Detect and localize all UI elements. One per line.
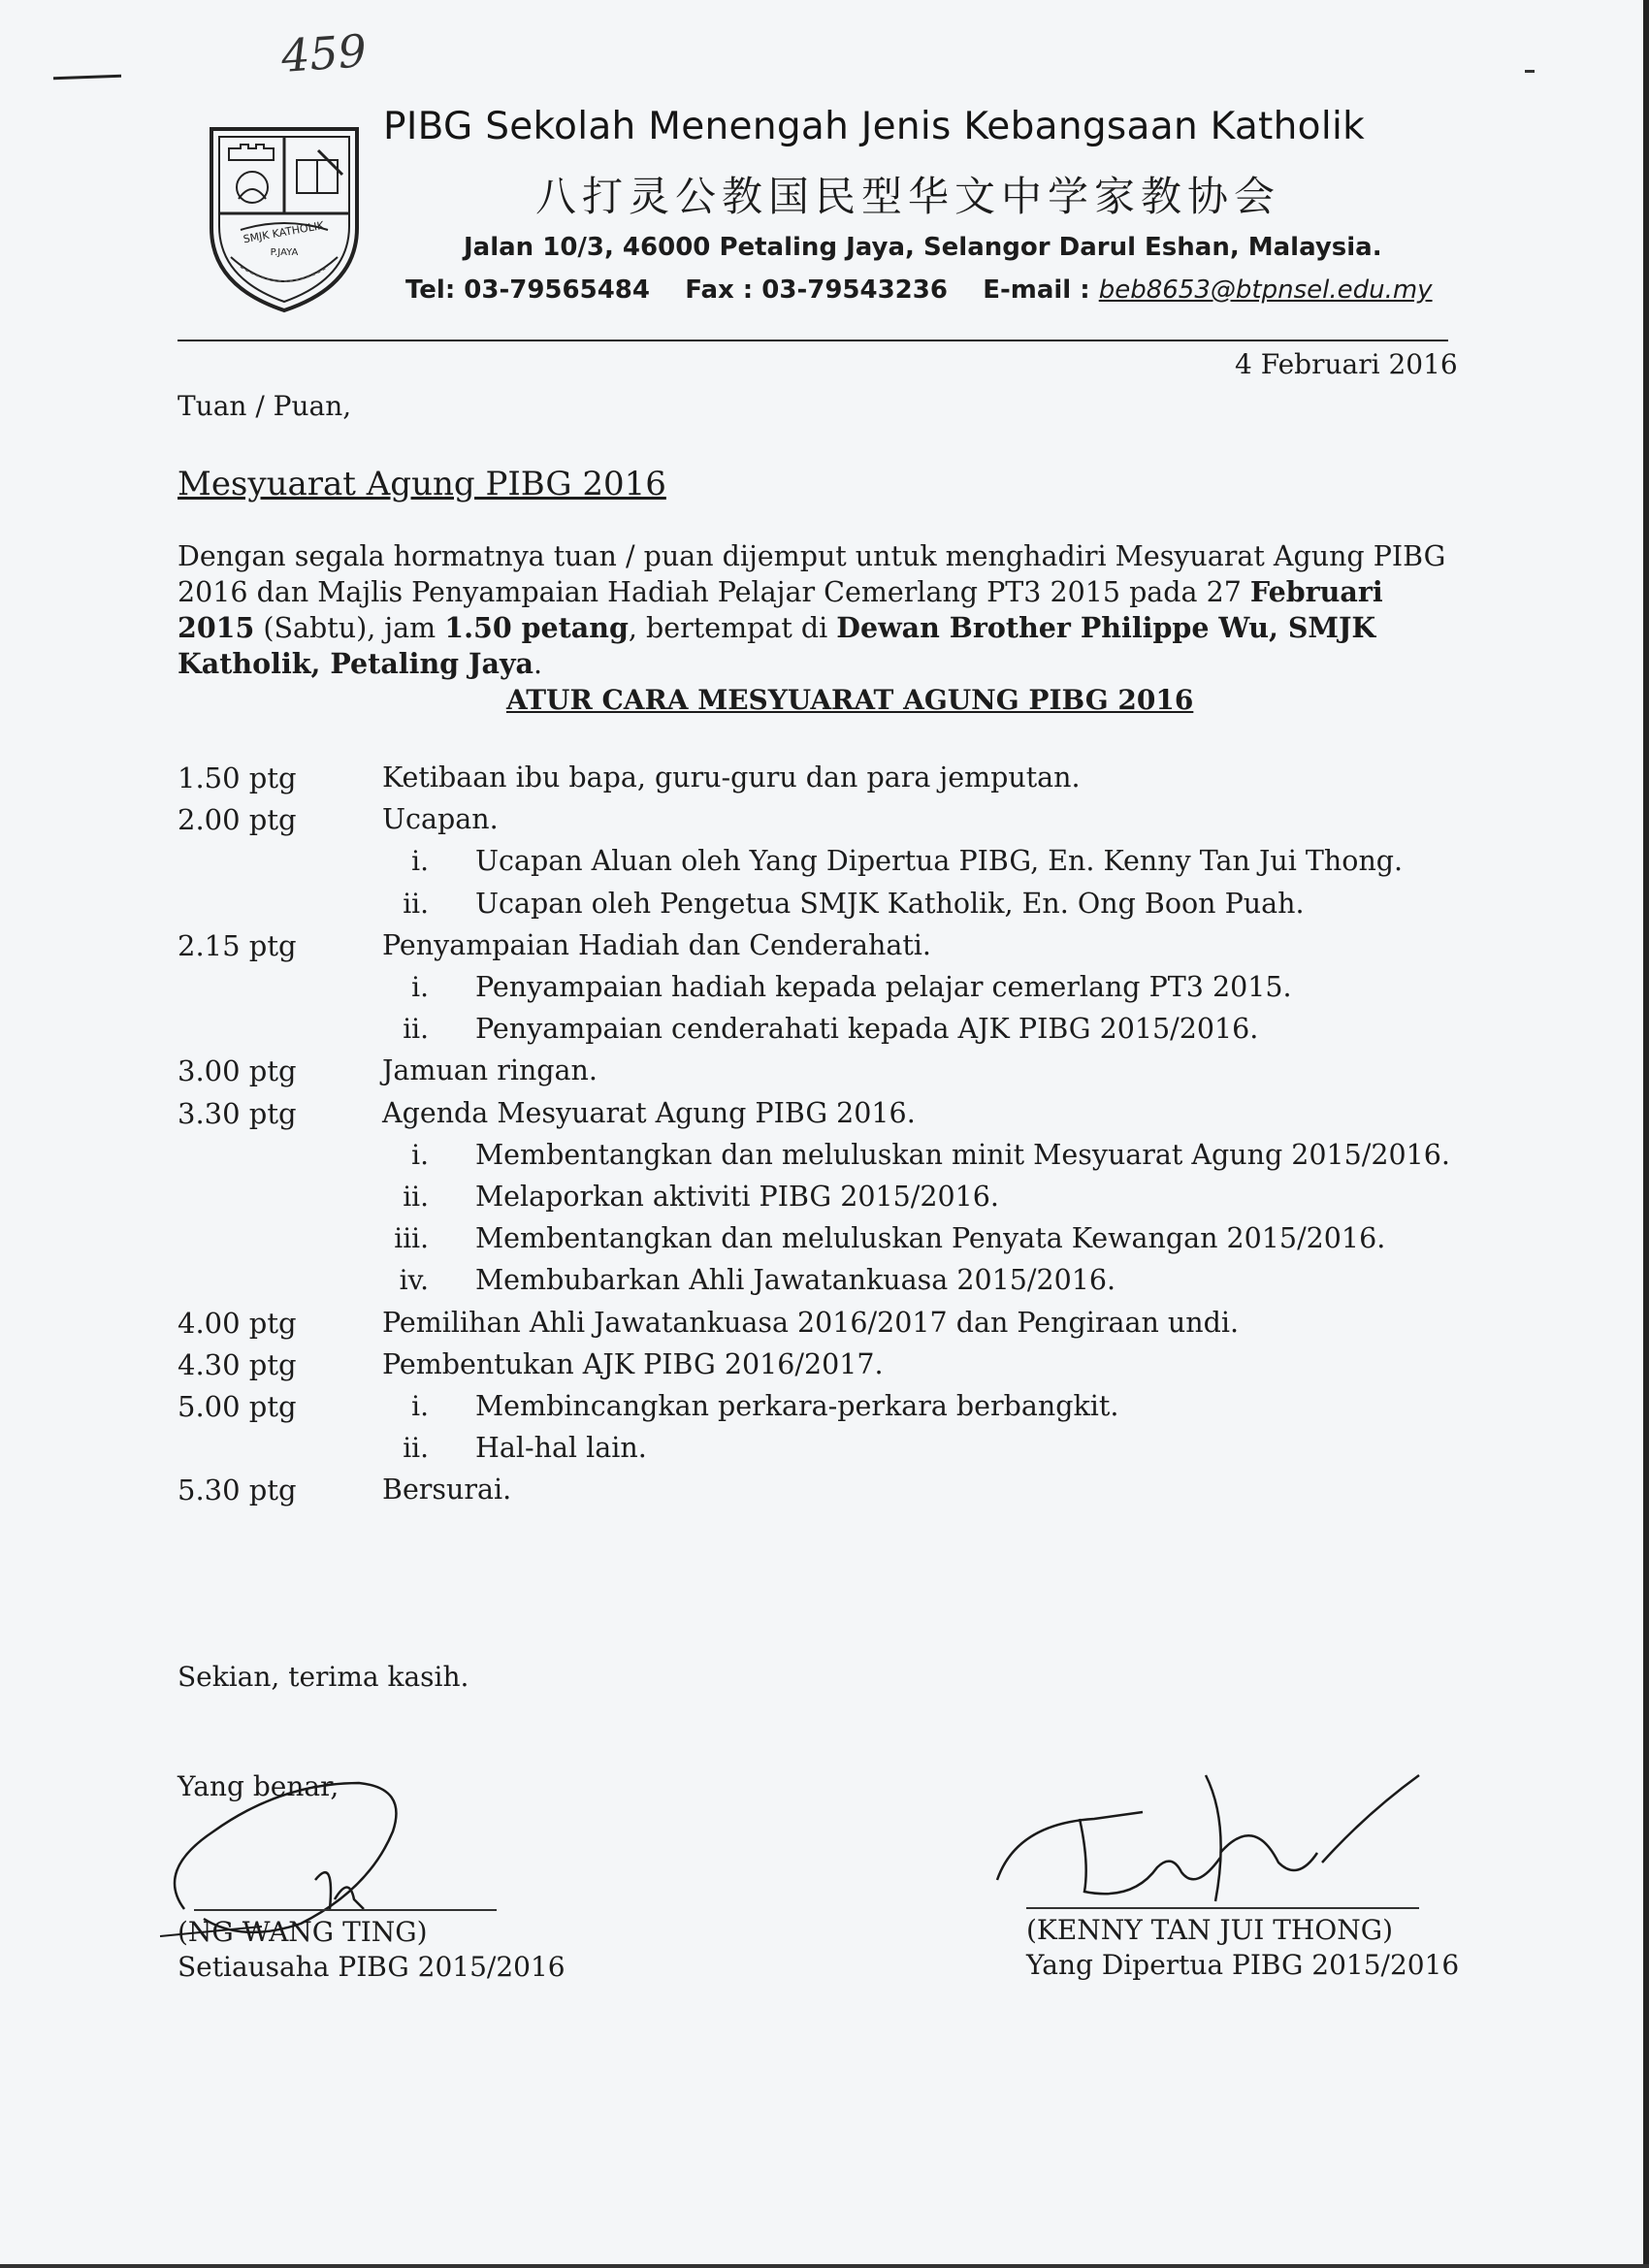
agenda-activity: Ketibaan ibu bapa, guru-guru dan para jemputan. bbox=[382, 761, 1081, 794]
agenda-subitem-number: i. bbox=[411, 1390, 429, 1422]
agenda-activity: Bersurai. bbox=[382, 1474, 512, 1507]
letterhead-email-label: E-mail : bbox=[983, 275, 1090, 305]
agenda-subitem: Melaporkan aktiviti PIBG 2015/2016. bbox=[475, 1181, 999, 1213]
agenda-subitem: Ucapan oleh Pengetua SMJK Katholik, En. Ong Boon Puah. bbox=[475, 887, 1305, 920]
margin-mark bbox=[1525, 70, 1535, 73]
body-text-run: (Sabtu), jam bbox=[254, 612, 445, 644]
agenda-time: 3.30 ptg bbox=[178, 1096, 297, 1130]
agenda-subitem: Membubarkan Ahli Jawatankuasa 2015/2016. bbox=[475, 1264, 1116, 1297]
agenda-time: 2.00 ptg bbox=[178, 803, 297, 837]
letter-date: 4 Februari 2016 bbox=[1235, 348, 1458, 380]
agenda-time: 1.50 ptg bbox=[178, 761, 297, 794]
letter-subject: Mesyuarat Agung PIBG 2016 bbox=[178, 465, 666, 503]
agenda-subitem: Membentangkan dan meluluskan Penyata Kewangan 2015/2016. bbox=[475, 1222, 1386, 1255]
svg-text:P.JAYA: P.JAYA bbox=[270, 247, 299, 258]
agenda-subitem-number: i. bbox=[411, 1138, 429, 1171]
letterhead-address: Jalan 10/3, 46000 Petaling Jaya, Selangor Darul Eshan, Malaysia. bbox=[464, 233, 1382, 262]
agenda-activity: Pembentukan AJK PIBG 2016/2017. bbox=[382, 1347, 884, 1380]
closing: Sekian, terima kasih. bbox=[178, 1661, 469, 1693]
signatory-right-name: (KENNY TAN JUI THONG) bbox=[1026, 1914, 1394, 1946]
salutation: Tuan / Puan, bbox=[178, 390, 352, 422]
letterhead-contact bbox=[405, 275, 1433, 305]
letterhead-tel: Tel: 03-79565484 bbox=[405, 275, 650, 305]
agenda-subitem-number: i. bbox=[411, 971, 429, 1003]
agenda-subitem-number: ii. bbox=[403, 1432, 429, 1465]
agenda-time: 5.30 ptg bbox=[178, 1474, 297, 1507]
agenda-subitem-number: ii. bbox=[403, 1181, 429, 1213]
agenda-activity: Agenda Mesyuarat Agung PIBG 2016. bbox=[382, 1096, 916, 1129]
signature-line-right bbox=[1026, 1907, 1419, 1909]
signatory-left-name: (NG WANG TING) bbox=[178, 1916, 428, 1948]
signatory-left-role: Setiausaha PIBG 2015/2016 bbox=[178, 1951, 566, 1983]
body-text-run: Februari 2015 bbox=[178, 575, 1383, 644]
agenda-subitem-number: i. bbox=[411, 845, 429, 878]
agenda-activity: Penyampaian Hadiah dan Cenderahati. bbox=[382, 928, 931, 961]
letterhead-email[interactable]: beb8653@btpnsel.edu.my bbox=[1098, 275, 1433, 305]
agenda-subitem-number: iv. bbox=[399, 1264, 429, 1297]
agenda-time: 5.00 ptg bbox=[178, 1390, 297, 1423]
svg-text:SMJK KATHOLIK: SMJK KATHOLIK bbox=[242, 218, 326, 246]
letterhead-title-chinese: 八打灵公教国民型华文中学家教协会 bbox=[535, 173, 1281, 220]
signature-line-left bbox=[194, 1909, 497, 1911]
agenda-subitem-number: ii. bbox=[403, 1013, 429, 1046]
body-text-run: Dengan segala hormatnya tuan / puan dijemput untuk menghadiri Mesyuarat Agung PIBG 2016 dan Majlis Penyampaian Hadiah Pelajar Cemerlang PT3 2015 pada 27 bbox=[178, 540, 1446, 608]
agenda-subitem: Hal-hal lain. bbox=[475, 1432, 647, 1465]
signoff: Yang benar, bbox=[178, 1770, 340, 1802]
agenda-subitem-number: ii. bbox=[403, 887, 429, 920]
school-crest-logo bbox=[202, 121, 367, 315]
body-text-run: . bbox=[534, 648, 543, 680]
body-text-run: 1.50 petang bbox=[444, 611, 629, 644]
agenda-time: 4.00 ptg bbox=[178, 1306, 297, 1340]
letterhead-divider bbox=[178, 340, 1448, 341]
handwritten-note: 459 bbox=[279, 24, 369, 82]
margin-mark bbox=[53, 75, 121, 80]
body-text-run: , bertempat di bbox=[628, 612, 837, 644]
agenda-subitem: Penyampaian cenderahati kepada AJK PIBG 2015/2016. bbox=[475, 1013, 1259, 1046]
page-edge bbox=[1643, 0, 1649, 2268]
signatory-right-role: Yang Dipertua PIBG 2015/2016 bbox=[1026, 1949, 1460, 1981]
letter-body bbox=[178, 539, 1468, 682]
letterhead-fax: Fax : 03-79543236 bbox=[685, 275, 948, 305]
agenda-subitem: Membentangkan dan meluluskan minit Mesyuarat Agung 2015/2016. bbox=[475, 1138, 1450, 1171]
agenda-subitem: Penyampaian hadiah kepada pelajar cemerlang PT3 2015. bbox=[475, 971, 1292, 1003]
page-edge bbox=[0, 2264, 1649, 2268]
body-text-run: Dewan Brother Philippe Wu, SMJK Katholik, Petaling Jaya bbox=[178, 611, 1376, 680]
letterhead-title: PIBG Sekolah Menengah Jenis Kebangsaan Katholik bbox=[383, 105, 1365, 148]
agenda-title: ATUR CARA MESYUARAT AGUNG PIBG 2016 bbox=[506, 684, 1194, 716]
agenda-subitem-number: iii. bbox=[394, 1222, 429, 1255]
agenda-activity: Jamuan ringan. bbox=[382, 1054, 598, 1087]
agenda-time: 3.00 ptg bbox=[178, 1054, 297, 1088]
agenda-activity: Pemilihan Ahli Jawatankuasa 2016/2017 dan Pengiraan undi. bbox=[382, 1306, 1240, 1339]
agenda-activity: Ucapan. bbox=[382, 803, 499, 836]
agenda-time: 2.15 ptg bbox=[178, 928, 297, 962]
agenda-subitem: Ucapan Aluan oleh Yang Dipertua PIBG, En. Kenny Tan Jui Thong. bbox=[475, 845, 1404, 878]
agenda-subitem: Membincangkan perkara-perkara berbangkit. bbox=[475, 1390, 1119, 1422]
agenda-time: 4.30 ptg bbox=[178, 1347, 297, 1381]
signature-right bbox=[987, 1756, 1434, 1921]
